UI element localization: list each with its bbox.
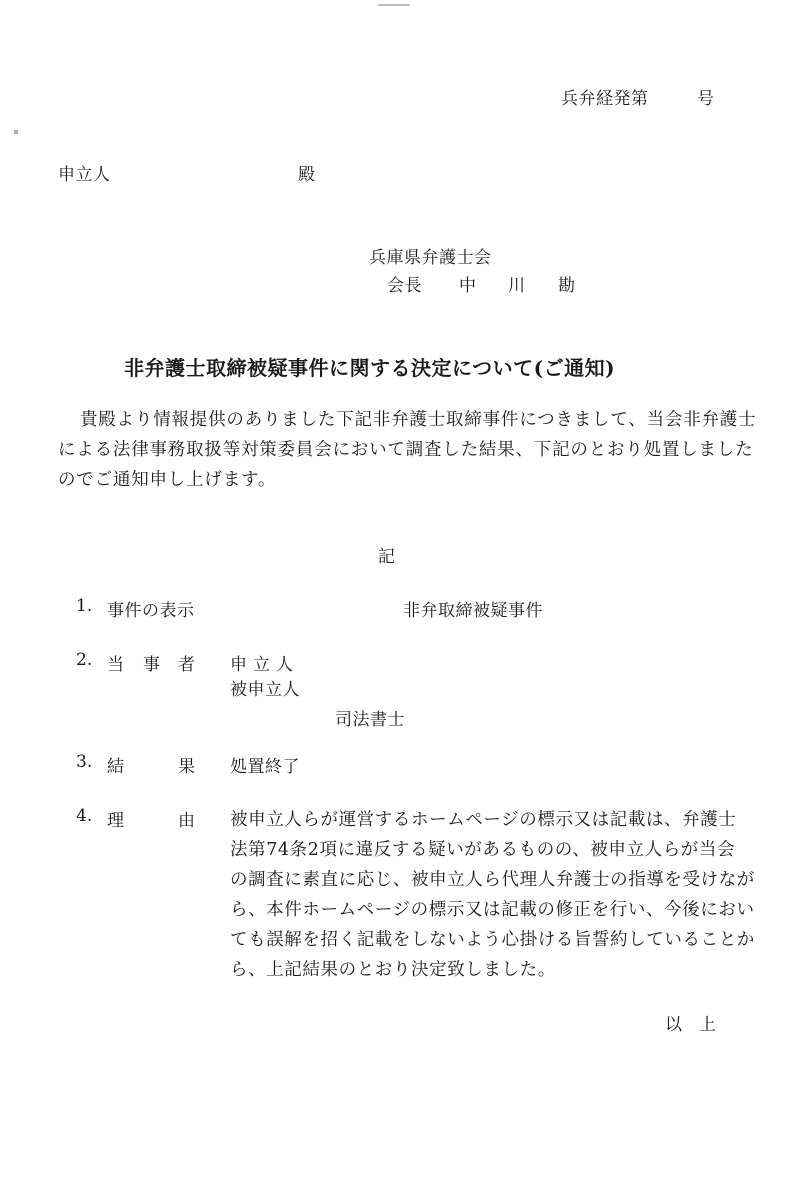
reason-line: 法第74条2項に違反する疑いがあるものの、被申立人らが当会 (230, 840, 736, 860)
reason-line: ても誤解を招く記載をしないよう心掛ける旨誓約していることか (230, 930, 755, 950)
scan-artifact-left (14, 130, 18, 134)
issuer-name-char: 勘 (558, 276, 575, 296)
item-label-char: 由 (178, 811, 195, 831)
body-line: による法律事務取扱等対策委員会において調査した結果、下記のとおり処置しました (58, 440, 754, 460)
party-detail: 司法書士 (335, 710, 405, 730)
item-value-case: 非弁取締被疑事件 (403, 601, 543, 621)
recipient-honorific: 殿 (298, 165, 315, 185)
reference-number-label: 兵弁経発第 (561, 89, 649, 109)
ki-marker: 記 (378, 547, 395, 567)
body-line: 貴殿より情報提供のありました下記非弁護士取締事件につきまして、当会非弁護士 (80, 410, 757, 430)
document-title: 非弁護士取締被疑事件に関する決定について(ご通知) (124, 356, 616, 380)
closing-text: 以 上 (665, 1015, 716, 1035)
scan-artifact-top (378, 4, 410, 6)
item-label-char: 事 (143, 655, 160, 675)
item-label-char: 者 (178, 655, 195, 675)
item-number: 3. (76, 752, 93, 772)
issuer-organization: 兵庫県弁護士会 (369, 248, 492, 268)
item-label-char: 理 (107, 811, 124, 831)
party-applicant: 申立人 (230, 655, 299, 675)
reference-number-suffix: 号 (697, 89, 714, 109)
reason-line: ら、上記結果のとおり決定致しました。 (230, 960, 556, 980)
item-number: 2. (76, 650, 93, 670)
recipient-label: 申立人 (58, 165, 111, 185)
item-label-char: 果 (178, 757, 195, 777)
issuer-name-char: 中 (459, 276, 476, 296)
reason-line: 被申立人らが運営するホームページの標示又は記載は、弁護士 (230, 810, 737, 830)
issuer-name-char: 川 (508, 276, 525, 296)
item-label-char: 当 (107, 655, 124, 675)
issuer-title: 会長 (387, 276, 422, 296)
item-value-result: 処置終了 (230, 757, 300, 777)
party-respondent: 被申立人 (230, 680, 300, 700)
item-number: 4. (76, 806, 93, 826)
body-line: のでご通知申し上げます。 (58, 470, 277, 490)
item-label-case: 事件の表示 (107, 601, 195, 621)
reason-line: の調査に素直に応じ、被申立人ら代理人弁護士の指導を受けなが (230, 870, 755, 890)
item-label-char: 結 (107, 757, 124, 777)
reason-line: ら、本件ホームページの標示又は記載の修正を行い、今後におい (230, 900, 755, 920)
item-number: 1. (76, 596, 93, 616)
